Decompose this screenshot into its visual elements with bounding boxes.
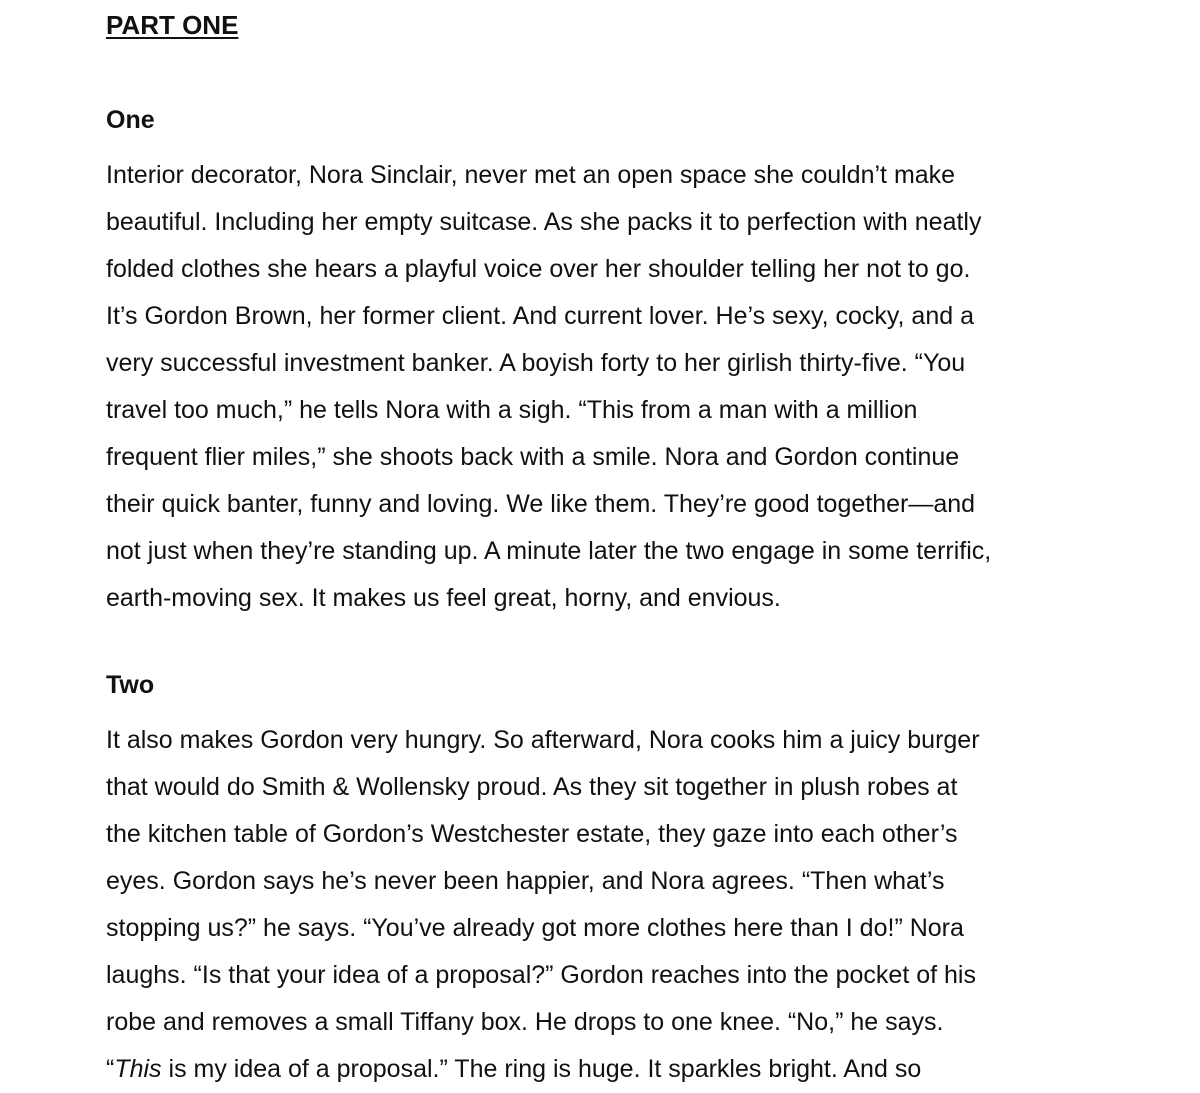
body-line: stopping us?” he says. “You’ve already got more clothes here than I do!” Nora: [106, 914, 964, 942]
body-line: beautiful. Including her empty suitcase. As she packs it to perfection with neatly: [106, 208, 982, 236]
chapter-one: [106, 104, 1106, 622]
body-line: folded clothes she hears a playful voice over her shoulder telling her not to go.: [106, 255, 971, 283]
body-line: Interior decorator, Nora Sinclair, never met an open space she couldn’t make: [106, 161, 956, 189]
body-line: their quick banter, funny and loving. We like them. They’re good together—and: [106, 490, 976, 518]
body-line: that would do Smith & Wollensky proud. As they sit together in plush robes at: [106, 773, 958, 801]
body-line: frequent flier miles,” she shoots back with a smile. Nora and Gordon continue: [106, 443, 960, 471]
chapter-heading: Two: [106, 671, 155, 699]
line-rest: is my idea of a proposal.” The ring is huge. It sparkles bright. And so: [161, 1055, 922, 1083]
body-line: the kitchen table of Gordon’s Westchester estate, they gaze into each other’s: [106, 820, 958, 848]
part-title: PART ONE: [106, 10, 239, 40]
chapter-body: [106, 152, 1106, 622]
chapter-body: [106, 717, 1106, 1093]
body-line: It also makes Gordon very hungry. So afterward, Nora cooks him a juicy burger: [106, 726, 980, 754]
body-line: very successful investment banker. A boyish forty to her girlish thirty-five. “You: [106, 349, 966, 377]
body-line: laughs. “Is that your idea of a proposal?” Gordon reaches into the pocket of his: [106, 961, 976, 989]
body-line: earth-moving sex. It makes us feel great, horny, and envious.: [106, 584, 781, 612]
body-line: eyes. Gordon says he’s never been happier, and Nora agrees. “Then what’s: [106, 867, 945, 895]
body-line-last: [106, 1046, 1106, 1093]
open-quote: “: [106, 1055, 115, 1083]
body-line: robe and removes a small Tiffany box. He drops to one knee. “No,” he says.: [106, 1008, 944, 1036]
emphasis-text: This: [114, 1055, 162, 1083]
chapter-two: [106, 669, 1106, 1093]
body-line: It’s Gordon Brown, her former client. And current lover. He’s sexy, cocky, and a: [106, 302, 974, 330]
body-line: not just when they’re standing up. A minute later the two engage in some terrific,: [106, 537, 992, 565]
chapter-heading: One: [106, 106, 155, 134]
body-line: travel too much,” he tells Nora with a sigh. “This from a man with a million: [106, 396, 918, 424]
